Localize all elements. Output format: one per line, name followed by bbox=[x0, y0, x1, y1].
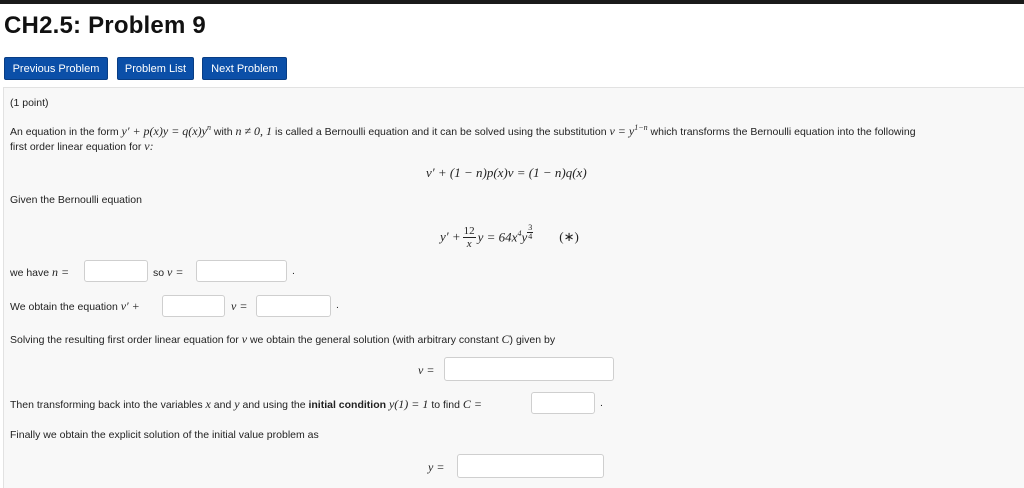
coefficient-input[interactable] bbox=[162, 295, 225, 317]
finally-text: Finally we obtain the explicit solution of the initial value problem as bbox=[10, 429, 319, 441]
general-v-label: v = bbox=[418, 363, 435, 377]
star-label: (∗) bbox=[559, 229, 579, 244]
previous-problem-button[interactable]: Previous Problem bbox=[4, 57, 108, 80]
fraction-12-over-x: $\frac{12}{x}$ bbox=[463, 224, 475, 250]
intro-text: An equation in the form $y' + p(x)y = q(x)y^n$ with n ≠ 0, 1 is called a Bernoulli equation and it can be solved using the substitution $v = y^{1-n}$ which transforms the Bernoulli equation into the following bbox=[10, 123, 916, 138]
v-equals-label: v = bbox=[231, 299, 248, 313]
period: . bbox=[600, 397, 603, 409]
so-label: so v = bbox=[153, 265, 184, 279]
points-label: (1 point) bbox=[10, 97, 49, 109]
v-substitution-input[interactable] bbox=[196, 260, 287, 282]
obtain-label: We obtain the equation v′ + bbox=[10, 299, 140, 313]
period: . bbox=[292, 265, 295, 277]
given-label: Given the Bernoulli equation bbox=[10, 194, 142, 206]
c-answer-input[interactable] bbox=[531, 392, 595, 414]
period: . bbox=[336, 299, 339, 311]
explicit-solution-input[interactable] bbox=[457, 454, 604, 478]
page-title: CH2.5: Problem 9 bbox=[4, 12, 206, 39]
top-bar bbox=[0, 0, 1024, 4]
problem-list-button[interactable]: Problem List bbox=[117, 57, 194, 80]
n-answer-input[interactable] bbox=[84, 260, 148, 282]
next-problem-button[interactable]: Next Problem bbox=[202, 57, 287, 80]
n-condition-math: n ≠ 0, 1 bbox=[235, 124, 273, 138]
we-have-label: we have n = bbox=[10, 265, 70, 279]
rhs-input[interactable] bbox=[256, 295, 331, 317]
solving-text: Solving the resulting first order linear equation for v we obtain the general solution (with arbitrary constant C) given by bbox=[10, 332, 556, 346]
final-y-label: y = bbox=[428, 460, 445, 474]
substitution-math: $v = y^{1-n}$ bbox=[609, 123, 648, 138]
intro-text-line2: first order linear equation for v: bbox=[10, 139, 154, 153]
then-text: Then transforming back into the variables x and y and using the initial condition y(1) = 1 to find C = bbox=[10, 397, 482, 411]
problem-panel bbox=[3, 87, 1024, 488]
bernoulli-equation: y′ + $\frac{12}{x}$ $y = 64x^4y$ $\frac{3}{4}$ (∗) bbox=[440, 222, 579, 250]
exponent-3-over-4: $\frac{3}{4}$ bbox=[528, 222, 533, 241]
bernoulli-form-math: $y' + p(x)y = q(x)y^n$ bbox=[121, 123, 211, 138]
general-solution-input[interactable] bbox=[444, 357, 614, 381]
linear-equation: v′ + (1 − n)p(x)v = (1 − n)q(x) bbox=[426, 165, 587, 180]
